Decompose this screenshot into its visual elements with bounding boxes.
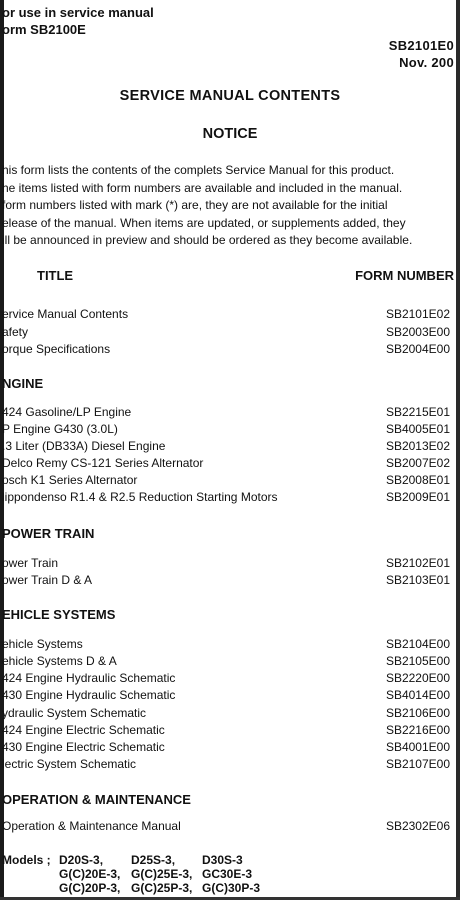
header-usage-line: or use in service manual <box>2 5 154 20</box>
notice-heading: NOTICE <box>202 126 258 142</box>
notice-line: form numbers listed with mark (*) are, they are not available for the initial <box>2 198 388 212</box>
document-number: SB2101E0 <box>388 38 454 53</box>
contents-row <box>2 671 450 688</box>
models-label: Models ; <box>2 853 51 867</box>
contents-row <box>2 490 450 507</box>
contents-row <box>2 439 450 456</box>
model-name: G(C)25P-3, <box>131 881 193 895</box>
item-form-number: SB2102E01 <box>385 556 450 570</box>
notice-line: elease of the manual. When items are updated, or supplements added, they <box>2 215 406 230</box>
item-title: ydraulic System Schematic <box>2 706 147 720</box>
contents-row <box>2 342 450 359</box>
contents-row <box>2 740 450 757</box>
item-title: ehicle Systems <box>2 637 83 651</box>
model-name: G(C)25E-3, <box>131 867 193 881</box>
item-form-number: SB2104E00 <box>385 637 450 651</box>
model-name: D25S-3, <box>131 853 176 867</box>
contents-row <box>2 706 450 723</box>
header-left <box>2 4 154 38</box>
model-name: G(C)20E-3, <box>59 867 121 881</box>
item-form-number: SB4001E00 <box>385 740 450 754</box>
column-header-form-number: FORM NUMBER <box>355 268 454 283</box>
item-form-number: SB2008E01 <box>385 473 450 487</box>
item-title: P Engine G430 (3.0L) <box>2 422 118 436</box>
item-title: 424 Engine Electric Schematic <box>2 723 165 737</box>
item-title: Operation & Maintenance Manual <box>2 819 181 833</box>
contents-row <box>2 422 450 439</box>
item-title: lectric System Schematic <box>2 757 137 771</box>
item-title: 430 Engine Hydraulic Schematic <box>2 688 176 702</box>
item-form-number: SB4014E00 <box>385 688 450 702</box>
item-form-number: SB2216E00 <box>385 723 450 737</box>
item-form-number: SB2009E01 <box>385 490 450 504</box>
notice-line: ill be announced in preview and should be ordered as they become available. <box>2 233 413 247</box>
notice-paragraph <box>2 162 458 250</box>
notice-line: he items listed with form numbers are available and included in the manual. <box>2 180 403 195</box>
item-title: .3 Liter (DB33A) Diesel Engine <box>2 439 166 453</box>
notice-line: his form lists the contents of the complets Service Manual for this product. <box>2 163 395 177</box>
item-form-number: SB2220E00 <box>385 671 450 685</box>
contents-row <box>2 456 450 473</box>
item-form-number: SB2105E00 <box>385 654 450 668</box>
contents-row <box>2 556 450 573</box>
item-title: ower Train <box>2 556 59 570</box>
section-heading-vehicle-systems: EHICLE SYSTEMS <box>2 607 116 622</box>
item-title: orque Specifications <box>2 342 111 356</box>
item-form-number: SB2103E01 <box>385 573 450 587</box>
header-form-line: orm SB2100E <box>2 22 86 37</box>
header-right <box>389 37 454 71</box>
item-form-number: SB2003E00 <box>385 325 450 339</box>
contents-row <box>2 819 450 836</box>
contents-row <box>2 405 450 422</box>
contents-row <box>2 307 450 324</box>
item-title: afety <box>2 325 29 339</box>
model-name: D20S-3, <box>59 853 104 867</box>
item-title: 424 Gasoline/LP Engine <box>2 405 132 419</box>
item-form-number: SB2013E02 <box>385 439 450 453</box>
model-name: D30S-3 <box>202 853 243 867</box>
item-form-number: SB2302E06 <box>385 819 450 833</box>
page-title: SERVICE MANUAL CONTENTS <box>119 88 341 104</box>
contents-row <box>2 473 450 490</box>
item-title: ower Train D & A <box>2 573 93 587</box>
item-title: Delco Remy CS-121 Series Alternator <box>2 456 204 470</box>
document-date: Nov. 200 <box>399 55 454 70</box>
item-form-number: SB2107E00 <box>385 757 450 771</box>
model-name: GC30E-3 <box>202 867 253 881</box>
item-form-number: SB2004E00 <box>385 342 450 356</box>
item-title: 430 Engine Electric Schematic <box>2 740 165 754</box>
contents-row <box>2 654 450 671</box>
item-form-number: SB2215E01 <box>385 405 450 419</box>
item-form-number: SB4005E01 <box>385 422 450 436</box>
item-title: 424 Engine Hydraulic Schematic <box>2 671 176 685</box>
contents-row <box>2 637 450 654</box>
item-title: lippondenso R1.4 & R2.5 Reduction Starting Motors <box>2 490 278 504</box>
item-title: ervice Manual Contents <box>2 307 129 321</box>
section-heading-operation-maintenance: OPERATION & MAINTENANCE <box>2 792 191 807</box>
model-name: G(C)30P-3 <box>202 881 261 895</box>
item-form-number: SB2007E02 <box>385 456 450 470</box>
item-title: ehicle Systems D & A <box>2 654 117 668</box>
item-form-number: SB2106E00 <box>385 706 450 720</box>
section-heading-power-train: POWER TRAIN <box>2 526 95 541</box>
model-name: G(C)20P-3, <box>59 881 121 895</box>
column-header-title: TITLE <box>37 268 74 283</box>
contents-row <box>2 688 450 705</box>
contents-row <box>2 325 450 342</box>
item-title: osch K1 Series Alternator <box>2 473 138 487</box>
contents-row <box>2 723 450 740</box>
contents-row <box>2 573 450 590</box>
contents-row <box>2 757 450 774</box>
section-heading-engine: NGINE <box>2 376 44 391</box>
item-form-number: SB2101E02 <box>385 307 450 321</box>
